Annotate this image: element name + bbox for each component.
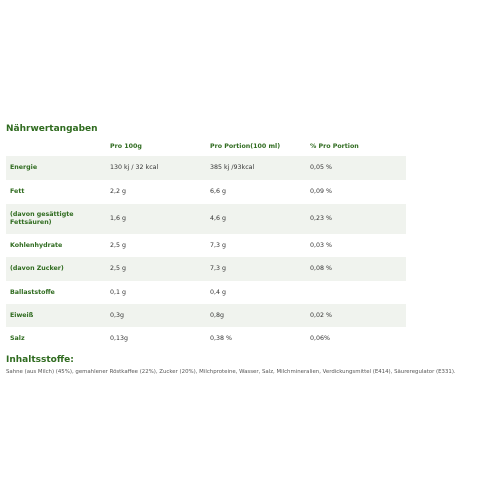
- table-row: [6, 257, 406, 281]
- row-label: Energie: [10, 164, 38, 171]
- row-percent: 0,03 %: [310, 241, 333, 249]
- table-row: [6, 156, 406, 180]
- row-label: (davon gesättigte Fettsäuren): [10, 211, 74, 226]
- ingredients-title: Inhaltsstoffe:: [6, 355, 74, 365]
- row-per100: 0,3g: [110, 311, 125, 319]
- row-portion: 7,3 g: [210, 265, 227, 272]
- row-per100: 1,6 g: [110, 215, 127, 222]
- row-percent: 0,23 %: [310, 215, 333, 222]
- row-label: Salz: [10, 335, 25, 342]
- table-row: [6, 234, 406, 257]
- row-portion: 385 kj /93kcal: [210, 164, 255, 171]
- row-portion: 0,38 %: [210, 335, 233, 342]
- row-portion: 4,6 g: [210, 215, 227, 222]
- row-portion: 7,3 g: [210, 241, 227, 249]
- nutrition-table: [6, 138, 406, 351]
- row-label: Fett: [10, 188, 25, 195]
- table-row: [6, 180, 406, 204]
- row-per100: 2,5 g: [110, 265, 127, 272]
- row-per100: 130 kj / 32 kcal: [110, 164, 159, 171]
- header-per100: Pro 100g: [110, 143, 142, 150]
- row-per100: 2,5 g: [110, 241, 127, 249]
- row-label: Eiweiß: [10, 311, 34, 319]
- row-label: Kohlenhydrate: [10, 241, 63, 249]
- row-percent: 0,08 %: [310, 265, 333, 272]
- row-percent: 0,02 %: [310, 311, 333, 319]
- row-percent: 0,09 %: [310, 188, 333, 195]
- table-row: [6, 327, 406, 351]
- table-row: [6, 304, 406, 327]
- row-per100: 0,13g: [110, 335, 129, 342]
- row-portion: 6,6 g: [210, 188, 227, 195]
- row-label: Ballaststoffe: [10, 288, 55, 296]
- row-portion: 0,8g: [210, 311, 225, 319]
- row-label: (davon Zucker): [10, 265, 64, 272]
- row-per100: 0,1 g: [110, 288, 127, 296]
- header-percent: % Pro Portion: [310, 143, 359, 150]
- row-percent: 0,05 %: [310, 164, 333, 171]
- row-percent: 0,06%: [310, 335, 331, 342]
- table-row: [6, 204, 406, 234]
- row-per100: 2,2 g: [110, 188, 127, 195]
- nutrition-title: Nährwertangaben: [6, 124, 98, 134]
- ingredients-text: Sahne (aus Milch) (45%), gemahlener Röstkaffee (22%), Zucker (20%), Milchproteine, Wasser, Salz, Milchmineralien, Verdickungsmittel (E414), Säureregulator (E331).: [6, 369, 456, 375]
- header-portion: Pro Portion(100 ml): [210, 143, 281, 150]
- table-row: [6, 281, 406, 304]
- row-portion: 0,4 g: [210, 288, 227, 296]
- table-header: [6, 138, 406, 156]
